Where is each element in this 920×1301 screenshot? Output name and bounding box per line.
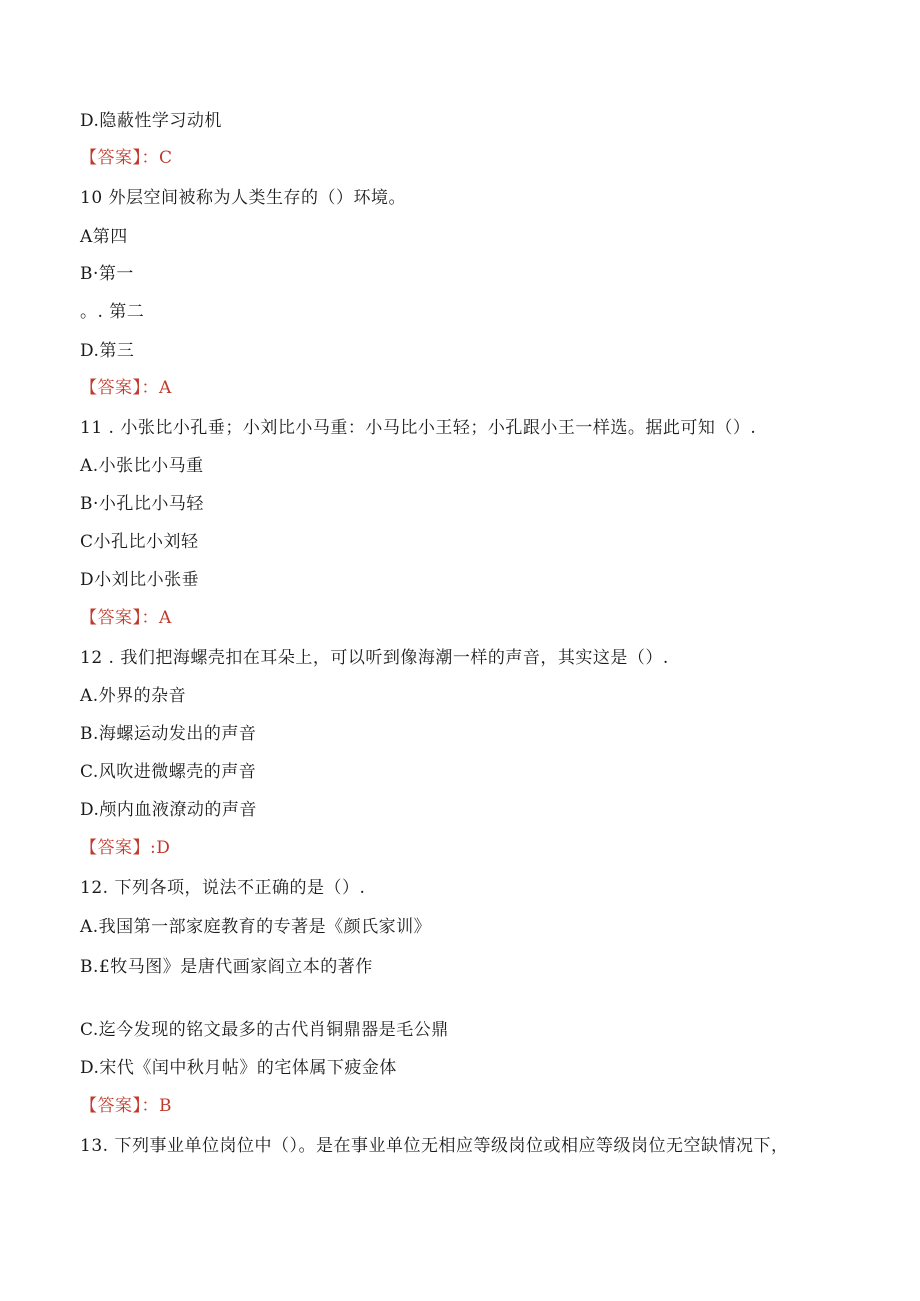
option-line: D.隐蔽性学习动机	[80, 111, 222, 131]
option-line: D.第三	[80, 341, 135, 361]
answer-line: 【答案】：A	[80, 608, 172, 628]
option-line: B·第一	[80, 264, 134, 284]
option-line: A.小张比小马重	[80, 456, 204, 476]
option-line: 。. 第二	[80, 302, 145, 322]
question-line: 11 . 小张比小孔垂；小刘比小马重：小马比小王轻；小孔跟小王一样选。据此可知（）.	[80, 418, 757, 438]
option-line: B.£牧马图》是唐代画家阎立本的著作	[80, 957, 373, 977]
option-line: D.颅内血液潦动的声音	[80, 800, 257, 820]
answer-line: 【答案】:D	[80, 838, 171, 858]
option-line: A.我国第一部家庭教育的专著是《颜氏家训》	[80, 917, 432, 937]
question-line: 10 外层空间被称为人类生存的（）环境。	[80, 188, 407, 208]
option-line: A第四	[80, 227, 128, 247]
question-line: 13. 下列事业单位岗位中（）。是在事业单位无相应等级岗位或相应等级岗位无空缺情况下，	[80, 1136, 789, 1156]
question-line: 12. 下列各项，说法不正确的是（）.	[80, 878, 366, 898]
option-line: B.海螺运动发出的声音	[80, 724, 257, 744]
option-line: B·小孔比小马轻	[80, 494, 204, 514]
option-line: C.迄今发现的铭文最多的古代肖铜鼎器是毛公鼎	[80, 1020, 449, 1040]
answer-line: 【答案】：B	[80, 1096, 172, 1116]
option-line: A.外界的杂音	[80, 686, 187, 706]
option-line: C小孔比小刘轻	[80, 532, 199, 552]
answer-line: 【答案】：A	[80, 378, 172, 398]
question-line: 12 . 我们把海螺壳扣在耳朵上，可以听到像海潮一样的声音，其实这是（）.	[80, 648, 669, 668]
option-line: D小刘比小张垂	[80, 570, 200, 590]
option-line: D.宋代《闰中秋月帖》的宅体属下疲金体	[80, 1058, 397, 1078]
answer-line: 【答案】：C	[80, 148, 173, 168]
option-line: C.风吹进微螺壳的声音	[80, 762, 257, 782]
